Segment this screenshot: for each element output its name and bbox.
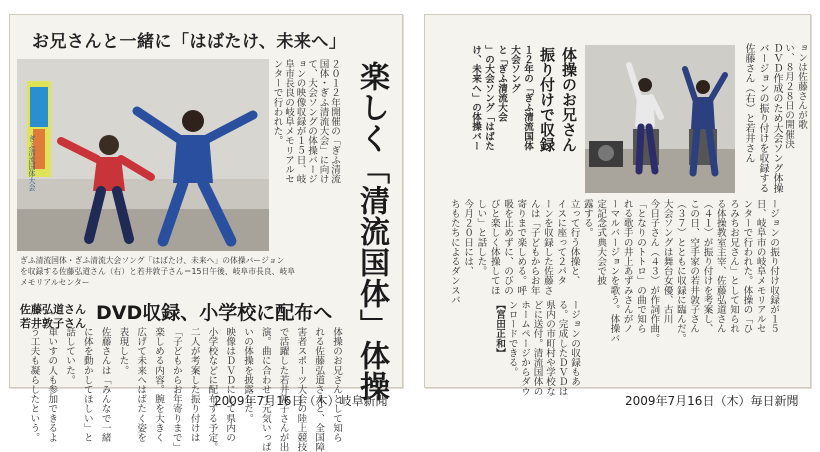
main-headline: 楽しく「清流国体」体操 xyxy=(354,61,389,402)
body-columns-far-right xyxy=(781,43,807,295)
body-col: 佐藤さんは「みんなで一緒 xyxy=(99,327,111,443)
body-col: ２０１２年開催の「ぎふ清流 xyxy=(329,59,340,184)
lead-col: １２年の「ぎふ清流国体 xyxy=(522,45,533,151)
lead-columns xyxy=(433,45,533,193)
body-col: ージョンの収録もあ xyxy=(569,300,580,387)
sub-label-2: 若井敦子さん xyxy=(20,317,86,330)
body-col: いの体操を披露した。 xyxy=(242,327,254,423)
right-extra-columns xyxy=(430,300,580,396)
sub-headline: DVD収録、小学校に配布へ xyxy=(96,302,333,324)
body-col: い、８月２８日の開催決 xyxy=(783,43,794,149)
body-col: ョンの映像収録が１５日、岐 xyxy=(294,59,306,184)
body-col: 大会ソングは舞台女優、古川 xyxy=(661,199,673,324)
body-col: 体操のお兄さんとして知ら xyxy=(331,327,342,443)
banner-text: ぎふ清流国体大会 xyxy=(28,135,36,191)
lead-col: け、未来へ」の体操バー xyxy=(470,45,481,151)
body-col: ホームページからダウ xyxy=(519,300,530,396)
body-col: 楽しめる内容。腕を大きく xyxy=(153,327,165,443)
body-col: れる歌手の井上あずみさんがノ xyxy=(621,199,633,334)
body-col: 寄りまで楽しめる。呼 xyxy=(515,199,527,295)
body-col: （３７）とともに収録に臨んだ。 xyxy=(674,199,686,343)
lead-col: 」の大会ソング「はばた xyxy=(483,45,494,151)
body-col: 露する。 xyxy=(581,199,593,238)
right-date-source: 2009年7月16日（木）毎日新聞 xyxy=(625,394,799,408)
photo-caption-line: バージョンの振り付けを収録する xyxy=(757,43,768,193)
body-col: ンターで行われた。 xyxy=(271,59,283,146)
body-col: 二人が考案した振り付けは xyxy=(188,327,200,443)
body-col: 立って行う体操と、 xyxy=(568,199,580,286)
body-col: （４１）が振り付けを考案し、 xyxy=(701,199,713,334)
right-photo xyxy=(585,45,735,193)
photo-caption-line: 佐藤さん（右）と若井さん xyxy=(743,43,754,163)
body-col: 小学校などに配布する予定。 xyxy=(206,327,218,452)
heading-1: 体操のお兄さん xyxy=(560,47,578,152)
left-photo xyxy=(17,59,269,251)
body-col: に体を動かしてほしい」と xyxy=(81,327,93,443)
body-col: 定記念式典大会で披 xyxy=(595,199,607,286)
body-col: この日、空手家の若井敦子さん xyxy=(688,199,700,334)
body-col: どに送付。清流国体の xyxy=(531,300,543,396)
photo-caption-line: ＤＶＤ作成のため大会ソング体操 xyxy=(771,43,782,193)
body-col: 阜市長良の岐阜メモリアルセ xyxy=(283,59,294,184)
lead-col: 大会ソング xyxy=(509,45,520,93)
body-col: 県内の市町村や学校な xyxy=(544,300,555,396)
byline: 【宮田正和】 xyxy=(494,300,505,358)
body-col: びと楽しく体操してほ xyxy=(488,199,500,295)
body-col: 映像はＤＶＤにして県内の xyxy=(224,327,236,443)
body-col: ョンは佐藤さんが歌 xyxy=(796,43,807,130)
body-col: ンロードできる。 xyxy=(506,300,518,377)
body-col: ンターで行われた。体操の「ひ xyxy=(741,199,753,334)
body-col: う工夫も凝らしたという。 xyxy=(28,327,40,443)
body-col: 車いすの人も参加できるよ xyxy=(46,327,58,443)
body-col: ージョンの振り付け収録が１５ xyxy=(768,199,779,334)
body-col: ろみちお兄さん」として知られ xyxy=(728,199,740,334)
photo-caption-2: を収録する佐藤弘道さん（右）と若井敦子さん＝15日午後、岐阜市長良、岐阜 xyxy=(20,267,296,276)
sub-label-1: 佐藤弘道さん xyxy=(20,303,86,316)
body-col: ーマルバージョンを歌う。体操バ xyxy=(608,199,620,343)
lead-col: と「ぎふ清流大会 xyxy=(496,45,507,122)
left-date-source: 2009年7月16日（木）岐阜新聞 xyxy=(214,394,388,408)
body-col: 表現した。 xyxy=(117,327,129,375)
heading-2: 振り付けで収録 xyxy=(538,47,556,152)
photo-caption-3: メモリアルセンター xyxy=(20,278,90,287)
body-col: 国体・ぎふ清流大会」に向け xyxy=(317,59,329,184)
body-col: 話していた。 xyxy=(64,327,76,385)
body-col: 今日子さん（４３）が作詞作曲。 xyxy=(648,199,660,343)
body-col: ちもたちによるダンスバ xyxy=(448,199,460,305)
photo-caption-1: ぎふ清流国体・ぎふ清流大会ソング「はばたけ、未来へ」の体操バージョン xyxy=(20,256,285,265)
body-col: で活躍した若井敦子さんが出 xyxy=(277,327,289,452)
body-columns-upper xyxy=(272,59,340,251)
body-col: 吸を止めずに、のびの xyxy=(502,199,514,295)
body-col: て、大会ソングの体操バージ xyxy=(306,59,317,184)
body-col: しい」と話した。 xyxy=(475,199,487,276)
body-col: れる佐藤弘道さんと、全国障 xyxy=(313,327,325,452)
photo-caption xyxy=(739,43,783,195)
body-col: 演。曲に合わせて元気いっぱ xyxy=(259,327,271,452)
body-col: 「子どもからお年寄りまで」 xyxy=(170,327,182,452)
body-col: 日、岐阜市の岐阜メモリアルセ xyxy=(754,199,766,334)
body-col: 害者スポーツ大会の陸上競技 xyxy=(295,327,307,452)
body-col: る。完成したＤＶＤは xyxy=(556,300,568,396)
body-col: 「となりのトトロ」の曲で知ら xyxy=(635,199,647,334)
body-col: 今月２０日には、 xyxy=(462,199,474,276)
body-col: イスに座って２パタ xyxy=(555,199,567,286)
body-col: る体操教室主宰、佐藤弘道さん xyxy=(714,199,726,334)
body-col: んは「子どもからお年 xyxy=(528,199,540,295)
body-col: 広げて未来へはばたく姿を xyxy=(135,327,147,443)
body-col: ーンを収録した佐藤さ xyxy=(541,199,553,295)
top-headline: お兄さんと一緒に「はばたけ、未来へ」 xyxy=(32,32,347,52)
